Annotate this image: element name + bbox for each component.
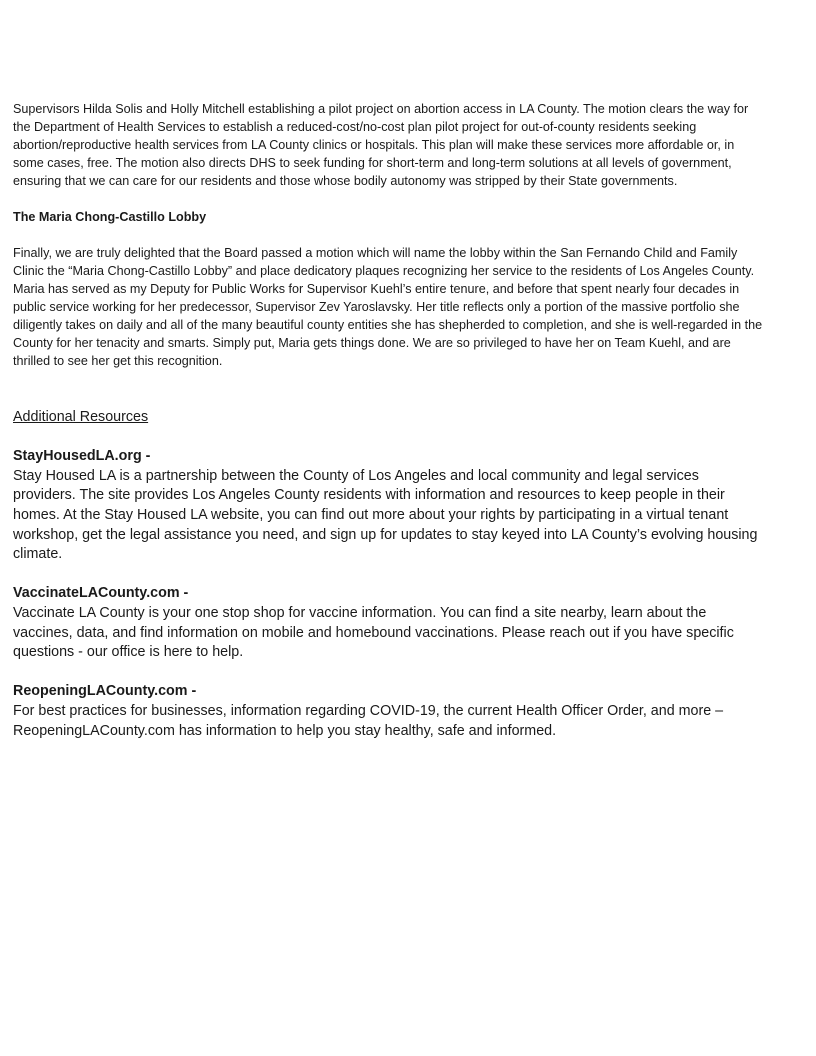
resource-stayhousedla <box>13 447 763 565</box>
resource-name-vaccinatelacounty: VaccinateLACounty.com - <box>13 585 189 602</box>
intro-paragraph: Supervisors Hilda Solis and Holly Mitchell establishing a pilot project on abortion access in LA County. The motion clears the way for the Department of Health Services to establish a reduced-cost/no-cost plan pilot project for out-of-county residents seeking abortion/reproductive health services from LA County clinics or hospitals. This plan will make these services more affordable or, in some cases, free. The motion also directs DHS to seek funding for short-term and long-term solutions at all levels of government, ensuring that we can care for our residents and those whose bodily autonomy was stripped by their State governments. <box>13 102 749 188</box>
lobby-heading: The Maria Chong-Castillo Lobby <box>13 210 207 224</box>
resource-name-stayhousedla: StayHousedLA.org - <box>13 448 151 465</box>
resource-vaccinatelacounty <box>13 584 763 662</box>
resource-reopeninglacounty <box>13 682 763 741</box>
resource-description-stayhousedla: Stay Housed LA is a partnership between the County of Los Angeles and local community and legal services providers. The site provides Los Angeles County residents with information and resources to keep people in their homes. At the Stay Housed LA website, you can find out more about your rights by participating in a virtual tenant workshop, get the legal assistance you need, and sign up for updates to stay keyed into LA County’s evolving housing climate. <box>13 467 758 563</box>
additional-resources-section <box>13 408 763 741</box>
document-page <box>13 100 763 741</box>
resource-description-vaccinatelacounty: Vaccinate LA County is your one stop shop for vaccine information. You can find a site nearby, learn about the vaccines, data, and find information on mobile and homebound vaccinations. Please reach out if you have specific questions - our office is here to help. <box>13 604 734 661</box>
resource-description-reopeninglacounty: For best practices for businesses, information regarding COVID-19, the current Health Officer Order, and more – ReopeningLACounty.com has information to help you stay healthy, safe and informed. <box>13 702 724 739</box>
resources-title: Additional Resources <box>13 409 149 425</box>
lobby-paragraph: Finally, we are truly delighted that the Board passed a motion which will name the lobby within the San Fernando Child and Family Clinic the “Maria Chong-Castillo Lobby” and place dedicatory plaques recognizing her service to the residents of Los Angeles County. Maria has served as my Deputy for Public Works for Supervisor Kuehl’s entire tenure, and before that spent nearly four decades in public service working for her predecessor, Supervisor Zev Yaroslavsky. Her title reflects only a portion of the massive portfolio she diligently takes on daily and all of the many beautiful county entities she has shepherded to completion, and she is well-regarded in the County for her tenacity and smarts. Simply put, Maria gets things done. We are so privileged to have her on Team Kuehl, and are thrilled to see her get this recognition. <box>13 246 763 368</box>
resource-name-reopeninglacounty: ReopeningLACounty.com - <box>13 683 197 700</box>
